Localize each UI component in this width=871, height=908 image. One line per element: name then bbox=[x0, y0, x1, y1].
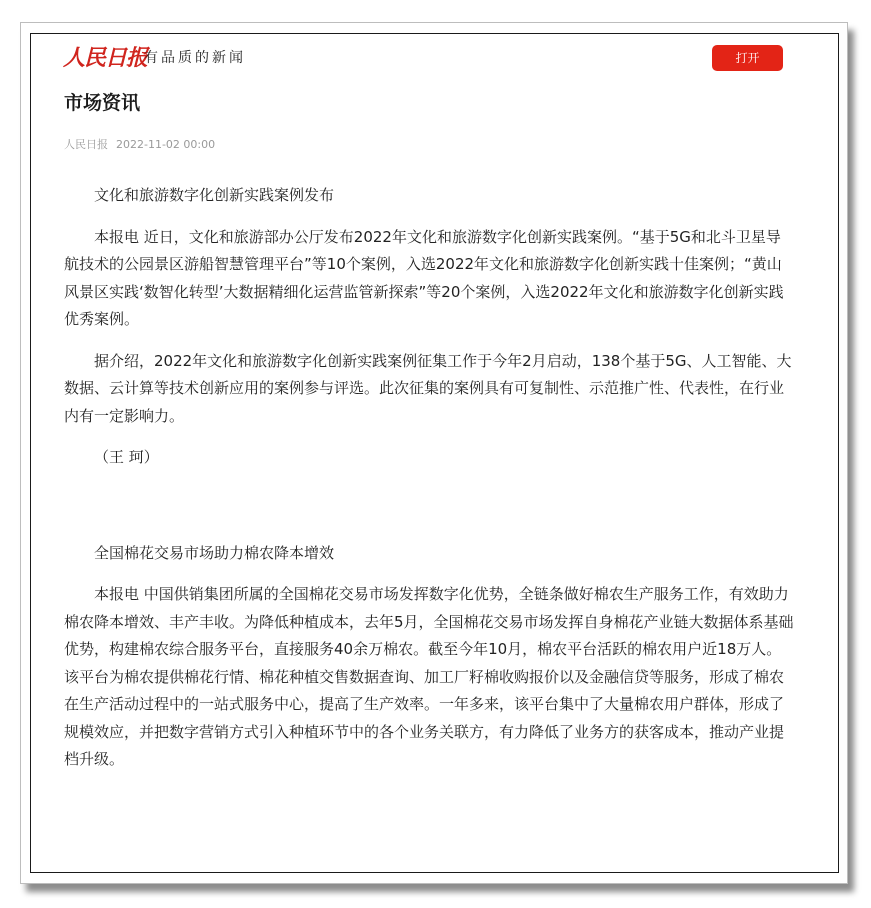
article-source: 人民日报 bbox=[64, 138, 108, 151]
page-title: 市场资讯 bbox=[64, 92, 141, 114]
article-meta bbox=[64, 137, 215, 153]
article-date: 2022-11-02 00:00 bbox=[116, 138, 216, 151]
page-frame bbox=[20, 22, 848, 884]
section-heading: 文化和旅游数字化创新实践案例发布 bbox=[94, 186, 335, 204]
section-heading: 全国棉花交易市场助力棉农降本增效 bbox=[94, 543, 335, 562]
people-daily-logo: 人民日报 bbox=[63, 45, 148, 71]
article-paragraph: 据介绍，2022年文化和旅游数字化创新实践案例征集工作于今年2月启动，138个基于5G、人工智能、大数据、云计算等技术创新应用的案例参与评选。此次征集的案例具有可复制性、示范推广性、代表性，在行业内有一定影响力。 bbox=[64, 351, 792, 425]
open-app-button[interactable]: 打开 bbox=[712, 45, 783, 71]
app-header bbox=[31, 34, 838, 82]
article-viewport[interactable] bbox=[30, 33, 839, 873]
author-byline: （王 珂） bbox=[94, 448, 159, 466]
article-paragraph: 本报电 近日，文化和旅游部办公厅发布2022年文化和旅游数字化创新实践案例。“基于5G和北斗卫星导航技术的公园景区游船智慧管理平台”等10个案例，入选2022年文化和旅游数字化创新实践十佳案例；“黄山风景区实践‘数智化转型’大数据精细化运营监管新探索”等20个案例，入选2022年文化和旅游数字化创新实践优秀案例。 bbox=[64, 227, 784, 328]
article-body bbox=[64, 182, 794, 774]
header-slogan: 有品质的新闻 bbox=[144, 50, 246, 66]
article-paragraph: 本报电 中国供销集团所属的全国棉花交易市场发挥数字化优势，全链条做好棉农生产服务工作，有效助力棉农降本增效、丰产丰收。为降低种植成本，去年5月，全国棉花交易市场发挥自身棉花产业链大数据体系基础优势，构建棉农综合服务平台，直接服务40余万棉农。截至今年10月，棉农平台活跃的棉农用户近18万人。该平台为棉农提供棉花行情、棉花种植交售数据查询、加工厂籽棉收购报价以及金融信贷等服务，形成了棉农在生产活动过程中的一站式服务中心，提高了生产效率。一年多来，该平台集中了大量棉农用户群体，形成了规模效应，并把数字营销方式引入种植环节中的各个业务关联方，有力降低了业务方的获客成本，推动产业提档升级。 bbox=[64, 585, 794, 768]
